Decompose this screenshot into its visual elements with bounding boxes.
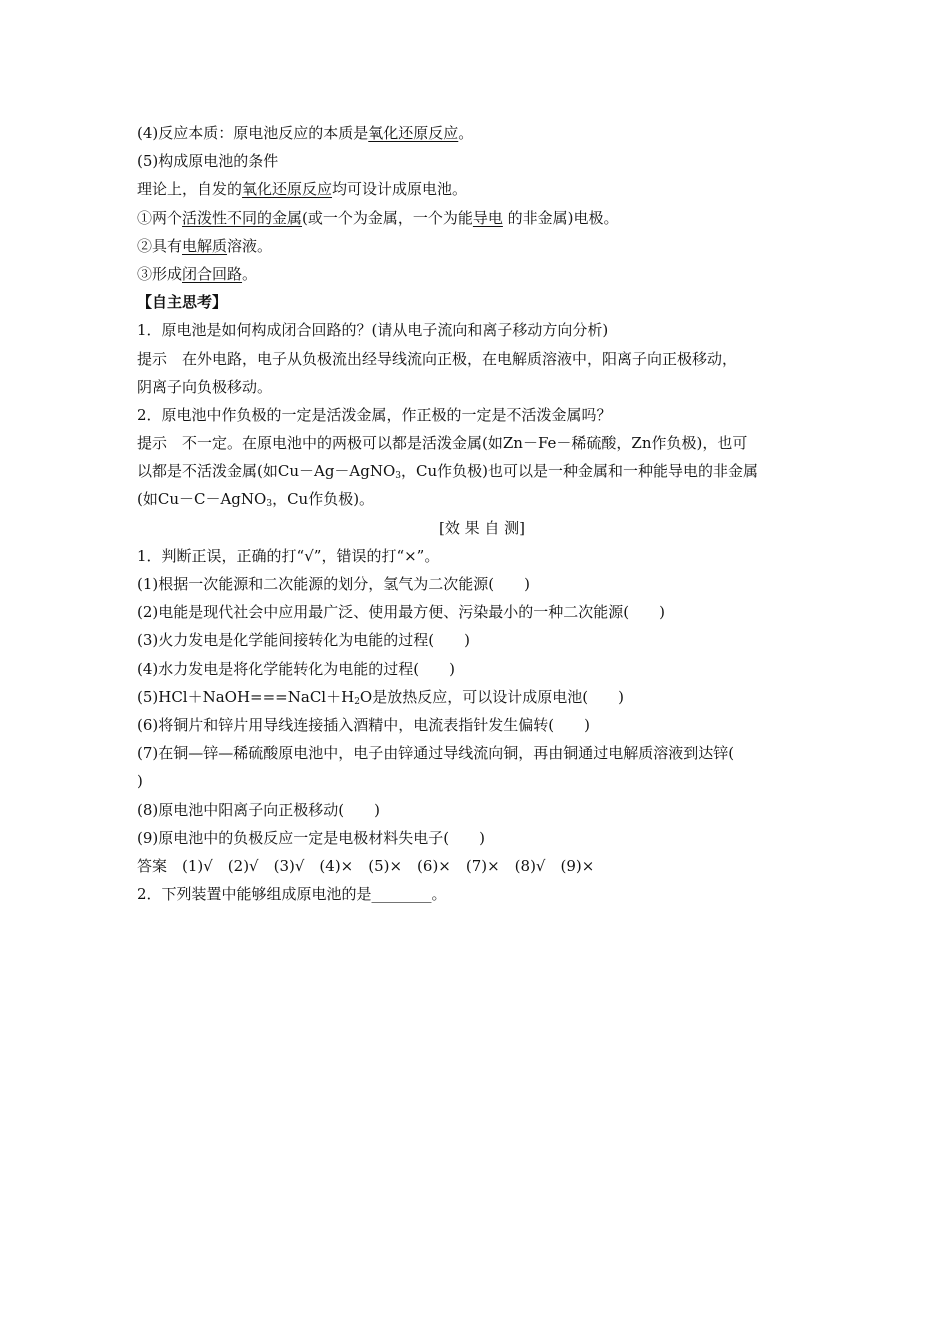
think-answer-1-line-1: 提示 在外电路，电子从负极流出经导线流向正极，在电解质溶液中，阳离子向正极移动，	[137, 349, 738, 368]
think-answer-1-line-2: 阴离子向负极移动。	[137, 377, 273, 396]
test-item-8: (8)原电池中阳离子向正极移动( )	[137, 800, 380, 819]
conditions-heading: (5)构成原电池的条件	[137, 152, 279, 171]
text: 理论上，自发的	[137, 180, 243, 199]
think-question-1: 1．原电池是如何构成闭合回路的？(请从电子流向和离子移动方向分析)	[137, 321, 609, 340]
theory-line	[137, 175, 827, 203]
think-answer-2-line-3	[137, 485, 827, 513]
test-item-7-line-1: (7)在铜—锌—稀硫酸原电池中，电子由锌通过导线流向铜，再由铜通过电解质溶液到达锌(	[137, 744, 735, 763]
test-item-7-line-2: )	[137, 772, 143, 791]
text: (或一个为金属，一个为能	[302, 208, 473, 227]
condition-electrolyte	[137, 232, 827, 260]
reaction-essence-line	[137, 119, 827, 147]
underlined-answer: 活泼性不同的金属	[182, 208, 303, 227]
think-answer-2-line-2	[137, 457, 827, 485]
text: ②具有	[137, 236, 183, 255]
text: (如Cu－C－AgNO	[137, 490, 267, 509]
text: O是放热反应，可以设计成原电池( )	[359, 687, 624, 706]
underlined-answer: 电解质	[182, 236, 228, 255]
underlined-answer: 氧化还原反应	[242, 180, 333, 199]
text: (5)HCl＋NaOH===NaCl＋H	[137, 687, 355, 706]
text: 均可设计成原电池。	[332, 180, 468, 199]
text: 。	[242, 264, 258, 283]
underlined-answer: 氧化还原反应	[368, 124, 459, 142]
text: ③形成	[137, 264, 183, 283]
text: 。	[458, 124, 474, 142]
document-body	[137, 119, 827, 908]
test-question-2: 2．下列装置中能够组成原电池的是________。	[137, 885, 447, 904]
condition-circuit	[137, 260, 827, 288]
self-think-heading: 【自主思考】	[137, 293, 228, 312]
underlined-answer: 导电	[472, 208, 503, 227]
condition-electrodes	[137, 204, 827, 232]
subscript: 3	[266, 499, 273, 510]
think-answer-2-line-1: 提示 不一定。在原电池中的两极可以都是活泼金属(如Zn－Fe－稀硫酸，Zn作负极)，也可	[137, 434, 748, 453]
text: 溶液。	[227, 236, 273, 255]
answer-line: 答案 (1)√ (2)√ (3)√ (4)× (5)× (6)× (7)× (8)√ (9)×	[137, 856, 595, 875]
text: ，Cu作负极)也可以是一种金属和一种能导电的非金属	[401, 462, 759, 481]
test-item-4: (4)水力发电是将化学能转化为电能的过程( )	[137, 659, 455, 678]
text: ①两个	[137, 208, 183, 227]
test-item-9: (9)原电池中的负极反应一定是电极材料失电子( )	[137, 828, 485, 847]
test-item-1: (1)根据一次能源和二次能源的划分，氢气为二次能源( )	[137, 575, 530, 593]
test-item-5	[137, 683, 827, 711]
text: (4)反应本质：原电池反应的本质是	[137, 124, 369, 142]
subscript: 2	[354, 696, 360, 707]
text: 以都是不活泼金属(如Cu－Ag－AgNO	[137, 462, 396, 481]
test-question-1: 1．判断正误，正确的打“√”，错误的打“×”。	[137, 546, 440, 565]
think-question-2: 2．原电池中作负极的一定是活泼金属，作正极的一定是不活泼金属吗？	[137, 405, 612, 424]
text: ，Cu作负极)。	[272, 490, 375, 509]
underlined-answer: 闭合回路	[182, 264, 243, 283]
self-test-heading: [效 果 自 测]	[438, 518, 525, 537]
subscript: 3	[395, 471, 402, 482]
test-item-6: (6)将铜片和锌片用导线连接插入酒精中，电流表指针发生偏转( )	[137, 715, 590, 734]
test-item-3: (3)火力发电是化学能间接转化为电能的过程( )	[137, 631, 470, 650]
text: 的非金属)电极。	[502, 208, 619, 227]
test-item-2: (2)电能是现代社会中应用最广泛、使用最方便、污染最小的一种二次能源( )	[137, 603, 665, 622]
